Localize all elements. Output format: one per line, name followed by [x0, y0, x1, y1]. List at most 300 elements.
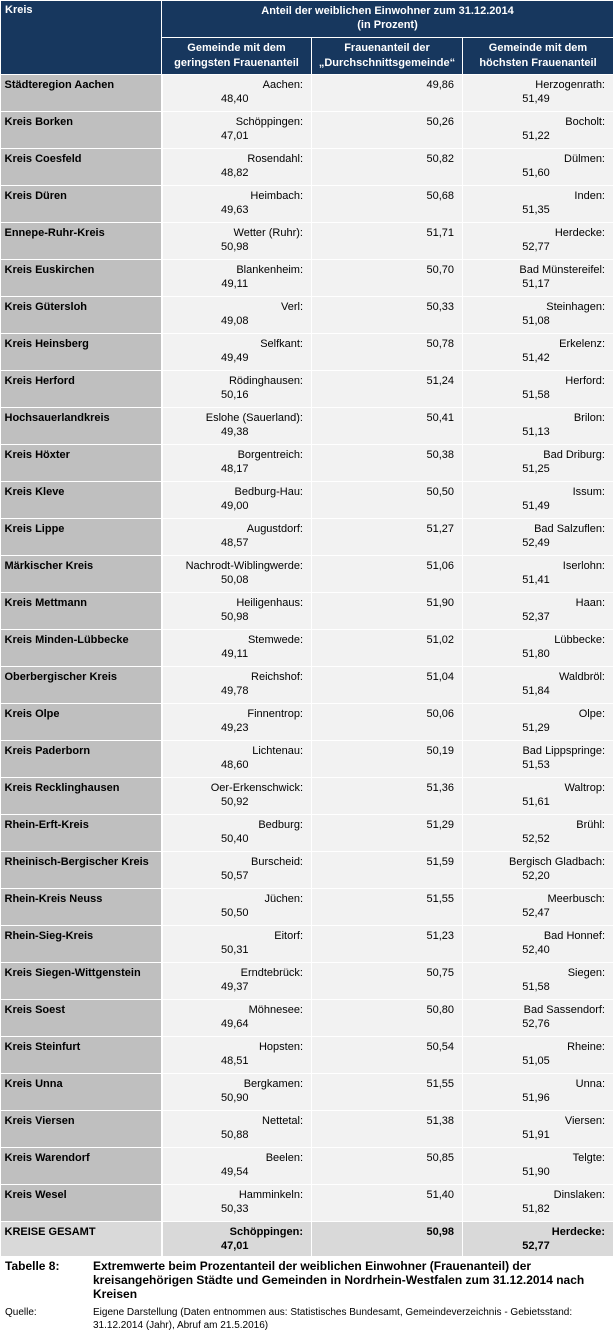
max-name: Unna: — [575, 1078, 605, 1090]
max-cell — [463, 297, 613, 334]
kreis-cell: Kreis Lippe — [1, 519, 162, 556]
min-name: Hamminkeln: — [238, 1189, 303, 1201]
max-name: Herford: — [565, 375, 605, 387]
max-cell — [463, 926, 613, 963]
min-name: Blankenheim: — [236, 264, 303, 276]
min-name: Jüchen: — [264, 893, 303, 905]
table-row — [1, 112, 613, 149]
max-name: Dinslaken: — [553, 1189, 605, 1201]
max-cell — [463, 1037, 613, 1074]
min-value: 50,57 — [220, 870, 249, 882]
avg-cell: 50,82 — [312, 149, 463, 186]
avg-cell: 49,86 — [312, 75, 463, 112]
min-cell — [162, 445, 312, 482]
table-row — [1, 556, 613, 593]
max-cell — [463, 260, 613, 297]
max-cell — [463, 1148, 613, 1185]
min-name: Stemwede: — [247, 634, 303, 646]
kreis-cell: Kreis Olpe — [1, 704, 162, 741]
table-row — [1, 482, 613, 519]
min-value: 50,90 — [220, 1092, 249, 1104]
kreis-cell: Kreis Warendorf — [1, 1148, 162, 1185]
min-cell — [162, 149, 312, 186]
kreis-cell: Kreis Düren — [1, 186, 162, 223]
max-name: Erkelenz: — [559, 338, 605, 350]
table-row — [1, 963, 613, 1000]
max-value: 52,40 — [522, 944, 550, 956]
avg-cell: 51,29 — [312, 815, 463, 852]
table-row — [1, 1000, 613, 1037]
table-row — [1, 1074, 613, 1111]
header-min-line2: geringsten Frauenanteil — [174, 57, 299, 69]
table-row — [1, 593, 613, 630]
kreis-cell: Märkischer Kreis — [1, 556, 162, 593]
max-value: 52,77 — [522, 241, 550, 253]
table-row — [1, 630, 613, 667]
max-cell — [463, 778, 613, 815]
max-name: Olpe: — [578, 708, 605, 720]
max-name: Waldbröl: — [558, 671, 605, 683]
header-min-line1: Gemeinde mit dem — [187, 42, 286, 54]
avg-cell: 51,40 — [312, 1185, 463, 1222]
avg-cell: 51,59 — [312, 852, 463, 889]
max-cell — [463, 1111, 613, 1148]
max-value: 51,60 — [522, 167, 550, 179]
min-name: Heimbach: — [250, 190, 303, 202]
max-value: 51,96 — [522, 1092, 550, 1104]
avg-cell: 50,75 — [312, 963, 463, 1000]
max-value: 51,80 — [522, 648, 550, 660]
max-cell — [463, 112, 613, 149]
kreis-cell: Kreis Paderborn — [1, 741, 162, 778]
min-cell — [162, 482, 312, 519]
min-name: Burscheid: — [251, 856, 303, 868]
max-value: 52,47 — [522, 907, 550, 919]
min-name: Borgentreich: — [237, 449, 303, 461]
min-value: 48,60 — [220, 759, 249, 771]
kreis-cell: Kreis Soest — [1, 1000, 162, 1037]
min-name: Aachen: — [262, 79, 303, 91]
min-value: 49,49 — [220, 352, 249, 364]
min-cell — [162, 630, 312, 667]
min-name: Lichtenau: — [252, 745, 303, 757]
min-value: 49,64 — [220, 1018, 249, 1030]
max-cell — [463, 556, 613, 593]
table-row — [1, 1111, 613, 1148]
avg-cell: 51,27 — [312, 519, 463, 556]
header-anteil — [162, 1, 613, 38]
max-name: Herzogenrath: — [535, 79, 605, 91]
min-name: Oer-Erkenschwick: — [210, 782, 303, 794]
min-value: 50,08 — [220, 574, 249, 586]
min-value: 49,37 — [220, 981, 249, 993]
min-name: Heiligenhaus: — [236, 597, 303, 609]
table-row — [1, 260, 613, 297]
max-value: 51,53 — [522, 759, 550, 771]
header-max-line2: höchsten Frauenanteil — [479, 57, 597, 69]
max-cell — [463, 741, 613, 778]
max-cell — [463, 630, 613, 667]
min-cell — [162, 112, 312, 149]
max-value: 51,49 — [522, 500, 550, 512]
max-name: Herdecke: — [554, 227, 605, 239]
max-name: Bad Lippspringe: — [522, 745, 605, 757]
min-cell — [162, 75, 312, 112]
kreis-cell: Kreis Euskirchen — [1, 260, 162, 297]
source-text: Eigene Darstellung (Daten entnommen aus: Statistisches Bundesamt, Gemeindeverzeichnis - Gebietsstand: 31.12.2014 (Jahr), Abruf am 21.5.2016) — [93, 1307, 573, 1331]
min-name: Rödinghausen: — [228, 375, 303, 387]
table-row — [1, 1037, 613, 1074]
min-name: Nachrodt-Wiblingwerde: — [185, 560, 303, 572]
min-value: 48,57 — [220, 537, 249, 549]
max-name: Lübbecke: — [554, 634, 605, 646]
max-cell — [463, 149, 613, 186]
max-value: 51,58 — [522, 981, 550, 993]
max-name: Brilon: — [573, 412, 605, 424]
min-cell — [162, 667, 312, 704]
min-name: Wetter (Ruhr): — [233, 227, 303, 239]
min-name: Reichshof: — [251, 671, 303, 683]
min-cell — [162, 852, 312, 889]
min-cell — [162, 593, 312, 630]
min-cell — [162, 223, 312, 260]
min-value: 50,31 — [220, 944, 249, 956]
min-cell — [162, 334, 312, 371]
max-value: 51,90 — [522, 1166, 550, 1178]
max-cell — [463, 852, 613, 889]
header-max — [463, 38, 613, 75]
min-value: 47,01 — [220, 130, 249, 142]
min-name: Selfkant: — [260, 338, 303, 350]
min-name: Bedburg: — [258, 819, 303, 831]
max-cell — [463, 371, 613, 408]
max-value: 51,41 — [522, 574, 550, 586]
max-cell — [463, 445, 613, 482]
header-anteil-line1: Anteil der weiblichen Einwohner zum 31.12.2014 — [261, 5, 514, 17]
kreis-cell: Rhein-Kreis Neuss — [1, 889, 162, 926]
min-value: 50,88 — [220, 1129, 249, 1141]
caption-label: Tabelle 8: — [5, 1259, 60, 1273]
max-value: 52,37 — [522, 611, 550, 623]
max-value: 52,52 — [522, 833, 550, 845]
table-row — [1, 815, 613, 852]
min-cell — [162, 297, 312, 334]
table-row — [1, 334, 613, 371]
min-name: Hopsten: — [258, 1041, 303, 1053]
avg-cell: 51,90 — [312, 593, 463, 630]
avg-cell: 51,06 — [312, 556, 463, 593]
max-value: 51,49 — [522, 93, 550, 105]
min-value: 49,38 — [220, 426, 249, 438]
header-max-line1: Gemeinde mit dem — [488, 42, 588, 54]
header-avg-line2: „Durchschnittsgemeinde“ — [318, 57, 456, 69]
kreis-cell: Kreis Viersen — [1, 1111, 162, 1148]
max-cell — [463, 334, 613, 371]
max-name: Bergisch Gladbach: — [509, 856, 605, 868]
min-name: Verl: — [280, 301, 303, 313]
table-row — [1, 778, 613, 815]
caption-text: Extremwerte beim Prozentanteil der weiblichen Einwohner (Frauenanteil) der kreisangehörigen Städte und Gemeinden in Nordrhein-Westfalen zum 31.12.2014 nach Kreisen — [93, 1259, 585, 1301]
kreis-cell: Kreis Höxter — [1, 445, 162, 482]
min-cell — [162, 556, 312, 593]
table-row — [1, 852, 613, 889]
kreis-cell: Kreis Wesel — [1, 1185, 162, 1222]
min-value: 48,40 — [220, 93, 249, 105]
avg-cell: 51,23 — [312, 926, 463, 963]
max-cell — [463, 1000, 613, 1037]
table-row — [1, 889, 613, 926]
min-name: Augustdorf: — [246, 523, 303, 535]
min-name: Nettetal: — [262, 1115, 303, 1127]
min-cell — [162, 371, 312, 408]
header-avg — [312, 38, 463, 75]
min-cell — [162, 1185, 312, 1222]
max-cell — [463, 75, 613, 112]
min-value: 50,40 — [220, 833, 249, 845]
avg-cell: 50,85 — [312, 1148, 463, 1185]
kreis-cell: Kreis Borken — [1, 112, 162, 149]
table-row — [1, 186, 613, 223]
max-name: Bad Münstereifel: — [519, 264, 605, 276]
min-value: 49,23 — [220, 722, 249, 734]
min-name: Eslohe (Sauerland): — [205, 412, 303, 424]
min-cell — [162, 741, 312, 778]
total-row — [1, 1222, 613, 1257]
max-name: Viersen: — [564, 1115, 605, 1127]
avg-cell: 51,55 — [312, 889, 463, 926]
min-value: 49,54 — [220, 1166, 249, 1178]
max-name: Bad Driburg: — [543, 449, 605, 461]
table-row — [1, 149, 613, 186]
max-name: Iserlohn: — [562, 560, 605, 572]
table-row — [1, 667, 613, 704]
max-value: 52,49 — [522, 537, 550, 549]
kreis-cell: Kreis Gütersloh — [1, 297, 162, 334]
header-min — [162, 38, 312, 75]
min-value: 47,01 — [220, 1240, 249, 1252]
min-name: Beelen: — [265, 1152, 303, 1164]
kreis-cell: Rhein-Sieg-Kreis — [1, 926, 162, 963]
max-cell — [463, 1074, 613, 1111]
max-cell — [463, 704, 613, 741]
header-kreis: Kreis — [1, 1, 162, 75]
max-value: 51,05 — [522, 1055, 550, 1067]
kreis-cell: Rhein-Erft-Kreis — [1, 815, 162, 852]
max-value: 51,91 — [522, 1129, 550, 1141]
min-name: Bergkamen: — [243, 1078, 303, 1090]
max-value: 51,82 — [522, 1203, 550, 1215]
table-row — [1, 223, 613, 260]
table-row — [1, 75, 613, 112]
max-value: 51,61 — [522, 796, 550, 808]
avg-cell: 51,38 — [312, 1111, 463, 1148]
max-value: 52,20 — [522, 870, 550, 882]
max-name: Bad Salzuflen: — [534, 523, 605, 535]
max-cell — [463, 889, 613, 926]
max-name: Meerbusch: — [547, 893, 605, 905]
min-value: 50,98 — [220, 241, 249, 253]
max-cell — [463, 593, 613, 630]
avg-cell: 50,98 — [312, 1222, 463, 1257]
table-row — [1, 926, 613, 963]
max-cell — [463, 1222, 613, 1257]
avg-cell: 50,33 — [312, 297, 463, 334]
max-name: Haan: — [575, 597, 605, 609]
max-name: Waltrop: — [564, 782, 605, 794]
min-value: 50,98 — [220, 611, 249, 623]
avg-cell: 51,02 — [312, 630, 463, 667]
max-name: Brühl: — [576, 819, 605, 831]
kreis-cell: Ennepe-Ruhr-Kreis — [1, 223, 162, 260]
min-value: 50,92 — [220, 796, 249, 808]
max-name: Inden: — [574, 190, 605, 202]
min-cell — [162, 408, 312, 445]
min-name: Schöppingen: — [229, 1226, 303, 1238]
min-cell — [162, 1222, 312, 1257]
header-anteil-line2: (in Prozent) — [357, 19, 418, 31]
max-value: 51,84 — [522, 685, 550, 697]
avg-cell: 50,50 — [312, 482, 463, 519]
kreis-cell: Hochsauerlandkreis — [1, 408, 162, 445]
min-cell — [162, 963, 312, 1000]
max-value: 51,22 — [522, 130, 550, 142]
header-row-top — [1, 1, 613, 38]
kreis-cell: Kreis Herford — [1, 371, 162, 408]
max-cell — [463, 519, 613, 556]
min-cell — [162, 1037, 312, 1074]
max-name: Bocholt: — [565, 116, 605, 128]
header-avg-line1: Frauenanteil der — [344, 42, 430, 54]
min-value: 49,08 — [220, 315, 249, 327]
max-value: 51,25 — [522, 463, 550, 475]
min-value: 50,16 — [220, 389, 249, 401]
min-cell — [162, 186, 312, 223]
kreis-cell: Städteregion Aachen — [1, 75, 162, 112]
max-name: Steinhagen: — [546, 301, 605, 313]
kreis-cell: KREISE GESAMT — [1, 1222, 162, 1257]
max-name: Herdecke: — [551, 1226, 605, 1238]
kreis-cell: Rheinisch-Bergischer Kreis — [1, 852, 162, 889]
avg-cell: 50,70 — [312, 260, 463, 297]
max-value: 51,17 — [522, 278, 550, 290]
source-label: Quelle: — [5, 1307, 37, 1318]
min-name: Schöppingen: — [235, 116, 303, 128]
min-cell — [162, 519, 312, 556]
avg-cell: 50,78 — [312, 334, 463, 371]
avg-cell: 51,24 — [312, 371, 463, 408]
avg-cell: 51,04 — [312, 667, 463, 704]
min-value: 48,17 — [220, 463, 249, 475]
max-cell — [463, 223, 613, 260]
max-cell — [463, 963, 613, 1000]
avg-cell: 50,19 — [312, 741, 463, 778]
min-cell — [162, 926, 312, 963]
max-name: Telgte: — [572, 1152, 605, 1164]
kreis-cell: Kreis Unna — [1, 1074, 162, 1111]
kreis-cell: Kreis Mettmann — [1, 593, 162, 630]
max-name: Rheine: — [567, 1041, 605, 1053]
avg-cell: 51,55 — [312, 1074, 463, 1111]
avg-cell: 50,06 — [312, 704, 463, 741]
avg-cell: 50,41 — [312, 408, 463, 445]
max-name: Bad Honnef: — [543, 930, 605, 942]
max-cell — [463, 1185, 613, 1222]
kreis-cell: Kreis Steinfurt — [1, 1037, 162, 1074]
max-cell — [463, 408, 613, 445]
kreis-cell: Kreis Kleve — [1, 482, 162, 519]
min-cell — [162, 1000, 312, 1037]
avg-cell: 50,38 — [312, 445, 463, 482]
kreis-cell: Kreis Coesfeld — [1, 149, 162, 186]
min-name: Erndtebrück: — [240, 967, 303, 979]
table-row — [1, 704, 613, 741]
max-value: 51,29 — [522, 722, 550, 734]
table-row — [1, 741, 613, 778]
min-cell — [162, 889, 312, 926]
max-cell — [463, 815, 613, 852]
max-value: 51,58 — [522, 389, 550, 401]
table-row — [1, 371, 613, 408]
kreis-cell: Kreis Heinsberg — [1, 334, 162, 371]
kreis-cell: Kreis Recklinghausen — [1, 778, 162, 815]
avg-cell: 50,54 — [312, 1037, 463, 1074]
table-row — [1, 445, 613, 482]
max-cell — [463, 186, 613, 223]
min-cell — [162, 1148, 312, 1185]
table-row — [1, 408, 613, 445]
max-name: Siegen: — [567, 967, 605, 979]
min-name: Rosendahl: — [247, 153, 303, 165]
min-value: 50,50 — [220, 907, 249, 919]
max-value: 52,76 — [522, 1018, 550, 1030]
min-cell — [162, 1111, 312, 1148]
max-value: 51,13 — [522, 426, 550, 438]
kreis-cell: Kreis Siegen-Wittgenstein — [1, 963, 162, 1000]
avg-cell: 50,68 — [312, 186, 463, 223]
max-name: Bad Sassendorf: — [523, 1004, 605, 1016]
min-name: Bedburg-Hau: — [234, 486, 303, 498]
min-value: 49,11 — [221, 278, 249, 290]
min-name: Möhnesee: — [248, 1004, 303, 1016]
min-value: 49,11 — [221, 648, 249, 660]
table-row — [1, 1185, 613, 1222]
min-cell — [162, 1074, 312, 1111]
max-value: 52,77 — [522, 1240, 550, 1252]
min-cell — [162, 778, 312, 815]
table-row — [1, 297, 613, 334]
max-name: Dülmen: — [564, 153, 605, 165]
min-cell — [162, 815, 312, 852]
kreis-cell: Oberbergischer Kreis — [1, 667, 162, 704]
min-name: Eitorf: — [274, 930, 303, 942]
max-cell — [463, 482, 613, 519]
max-cell — [463, 667, 613, 704]
table-body — [1, 75, 613, 1257]
max-value: 51,08 — [522, 315, 550, 327]
min-cell — [162, 260, 312, 297]
min-value: 49,78 — [220, 685, 249, 697]
avg-cell: 50,80 — [312, 1000, 463, 1037]
kreis-cell: Kreis Minden-Lübbecke — [1, 630, 162, 667]
avg-cell: 50,26 — [312, 112, 463, 149]
min-cell — [162, 704, 312, 741]
table-row — [1, 519, 613, 556]
min-value: 48,51 — [220, 1055, 249, 1067]
min-name: Finnentrop: — [247, 708, 303, 720]
min-value: 48,82 — [220, 167, 249, 179]
min-value: 49,00 — [220, 500, 249, 512]
max-name: Issum: — [572, 486, 605, 498]
